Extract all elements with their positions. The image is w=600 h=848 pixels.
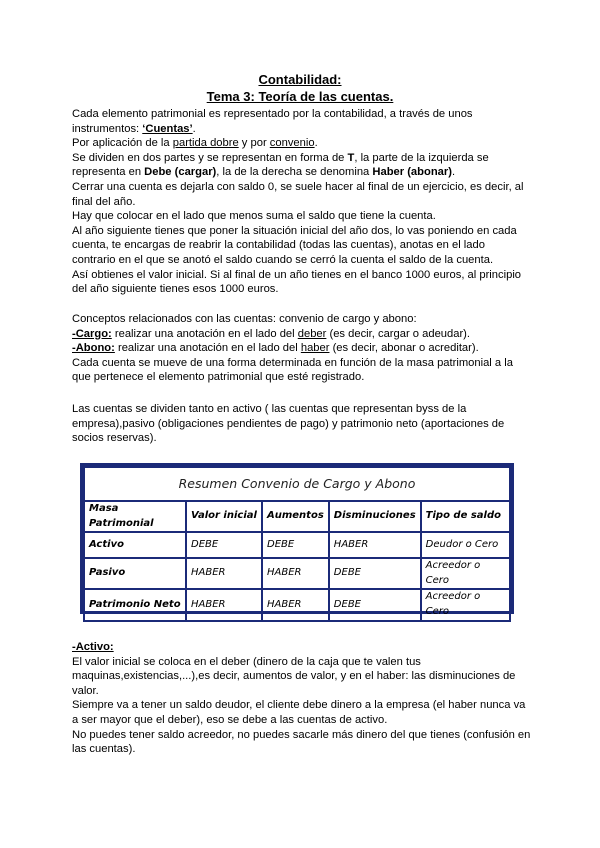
table-header-cell: Masa Patrimonial	[84, 501, 186, 532]
paragraph-line: del año siguiente tienes esos 1000 euros.	[72, 283, 279, 296]
haber-term-2: haber	[300, 342, 330, 355]
table-caption: Resumen Convenio de Cargo y Abono	[84, 467, 510, 501]
paragraph-line: contrario en el que se anotó el saldo cuando se cerró la cuenta el saldo de la cuenta.	[72, 253, 494, 266]
cuentas-term: ‘Cuentas’	[142, 122, 193, 135]
paragraph-line: empresa),pasivo (obligaciones pendientes de pago) y patrimonio neto (aportaciones de	[72, 417, 505, 430]
cargo-label: -Cargo:	[72, 327, 112, 340]
table-cell: HABER	[329, 532, 421, 558]
page-title: Contabilidad:	[258, 72, 342, 87]
summary-table	[80, 463, 514, 617]
paragraph-line: El valor inicial se coloca en el deber (dinero de la caja que te valen tus	[72, 655, 421, 668]
divide-section	[72, 402, 532, 446]
paragraph-line: -Abono: realizar una anotación en el lado del haber (es decir, abonar o acreditar).	[72, 342, 479, 355]
table-cell: HABER	[262, 589, 329, 620]
paragraph-line: Al año siguiente tienes que poner la situación inicial del año dos, lo vas poniendo en cada	[72, 224, 517, 237]
paragraph-line: Por aplicación de la partida dobre y por convenio.	[72, 137, 318, 150]
table-row	[84, 532, 510, 558]
table-cell: Acreedor o Cero	[421, 589, 510, 620]
paragraph-line: cuenta, te encargas de reabrir la contabilidad (todas las cuentas), anotas en el lado	[72, 239, 485, 252]
table-cell: HABER	[186, 589, 262, 620]
paragraph-line: Así obtienes el valor inicial. Si al final de un año tienes en el banco 1000 euros, al principio	[72, 268, 522, 281]
activo-heading: -Activo:	[72, 641, 114, 653]
table-header-cell: Aumentos	[262, 501, 329, 532]
partida-doble-term: partida dobre	[172, 137, 239, 150]
concepts-section	[72, 312, 532, 385]
paragraph-line: final del año.	[72, 195, 136, 208]
paragraph-line: Siempre va a tener un saldo deudor, el cliente debe dinero a la empresa (el haber nunca va	[72, 699, 526, 712]
table-header-cell: Valor inicial	[186, 501, 262, 532]
debe-term: Debe (cargar)	[144, 166, 217, 179]
convenio-term: convenio	[269, 137, 315, 150]
t-term: T	[347, 151, 355, 164]
table-header-row	[84, 501, 510, 532]
table-row	[84, 589, 510, 620]
paragraph-line: Cada elemento patrimonial es representado por la contabilidad, a través de unos	[72, 108, 473, 120]
table-cell: Deudor o Cero	[421, 532, 510, 558]
table-cell: Pasivo	[84, 558, 186, 589]
table-cell: HABER	[262, 558, 329, 589]
paragraph-line: socios reservas).	[72, 432, 157, 445]
deber-term: deber	[297, 327, 327, 340]
paragraph-line: las cuentas).	[72, 743, 136, 756]
table-cell: Patrimonio Neto	[84, 589, 186, 620]
paragraph-line: Conceptos relacionados con las cuentas: convenio de cargo y abono:	[72, 313, 417, 325]
table-cell: DEBE	[329, 589, 421, 620]
page-subtitle: Tema 3: Teoría de las cuentas.	[206, 89, 394, 104]
table-cell: Activo	[84, 532, 186, 558]
table-cell: DEBE	[262, 532, 329, 558]
table-cell: DEBE	[186, 532, 262, 558]
table-cell: DEBE	[329, 558, 421, 589]
paragraph-line: Hay que colocar en el lado que menos suma el saldo que tiene la cuenta.	[72, 210, 436, 223]
paragraph-line: valor.	[72, 684, 99, 697]
paragraph-line: que pertenece el elemento patrimonial que esté registrado.	[72, 371, 365, 384]
paragraph-line: representa en Debe (cargar), la de la derecha se denomina Haber (abonar).	[72, 166, 456, 179]
paragraph-line: Cerrar una cuenta es dejarla con saldo 0, se suele hacer al final de un ejercicio, es decir, al	[72, 180, 524, 193]
table-header-cell: Tipo de saldo	[421, 501, 510, 532]
paragraph-line: Se dividen en dos partes y se representan en forma de T, la parte de la izquierda se	[72, 151, 489, 164]
table-header-cell: Disminuciones	[329, 501, 421, 532]
paragraph-line: Cada cuenta se mueve de una forma determinada en función de la masa patrimonial a la	[72, 356, 513, 369]
paragraph-line: a ser mayor que el deber), eso se debe a las cuentas de activo.	[72, 713, 388, 726]
table-row	[84, 558, 510, 589]
abono-label: -Abono:	[72, 342, 115, 355]
activo-section	[72, 640, 532, 757]
table-cell: Acreedor o Cero	[421, 558, 510, 589]
paragraph-line: No puedes tener saldo acreedor, no puedes sacarle más dinero del que tienes (confusión en	[72, 728, 531, 741]
intro-section	[72, 107, 532, 297]
table-cell: HABER	[186, 558, 262, 589]
paragraph-line: maquinas,existencias,...),es decir, aumentos de valor, y en el haber: las disminuciones de	[72, 670, 516, 683]
paragraph-line: -Cargo: realizar una anotación en el lado del deber (es decir, cargar o adeudar).	[72, 327, 471, 340]
paragraph-line: Las cuentas se dividen tanto en activo ( las cuentas que representan byss de la	[72, 403, 467, 415]
paragraph-line: instrumentos: ‘Cuentas’.	[72, 122, 196, 135]
haber-term: Haber (abonar)	[372, 166, 452, 179]
